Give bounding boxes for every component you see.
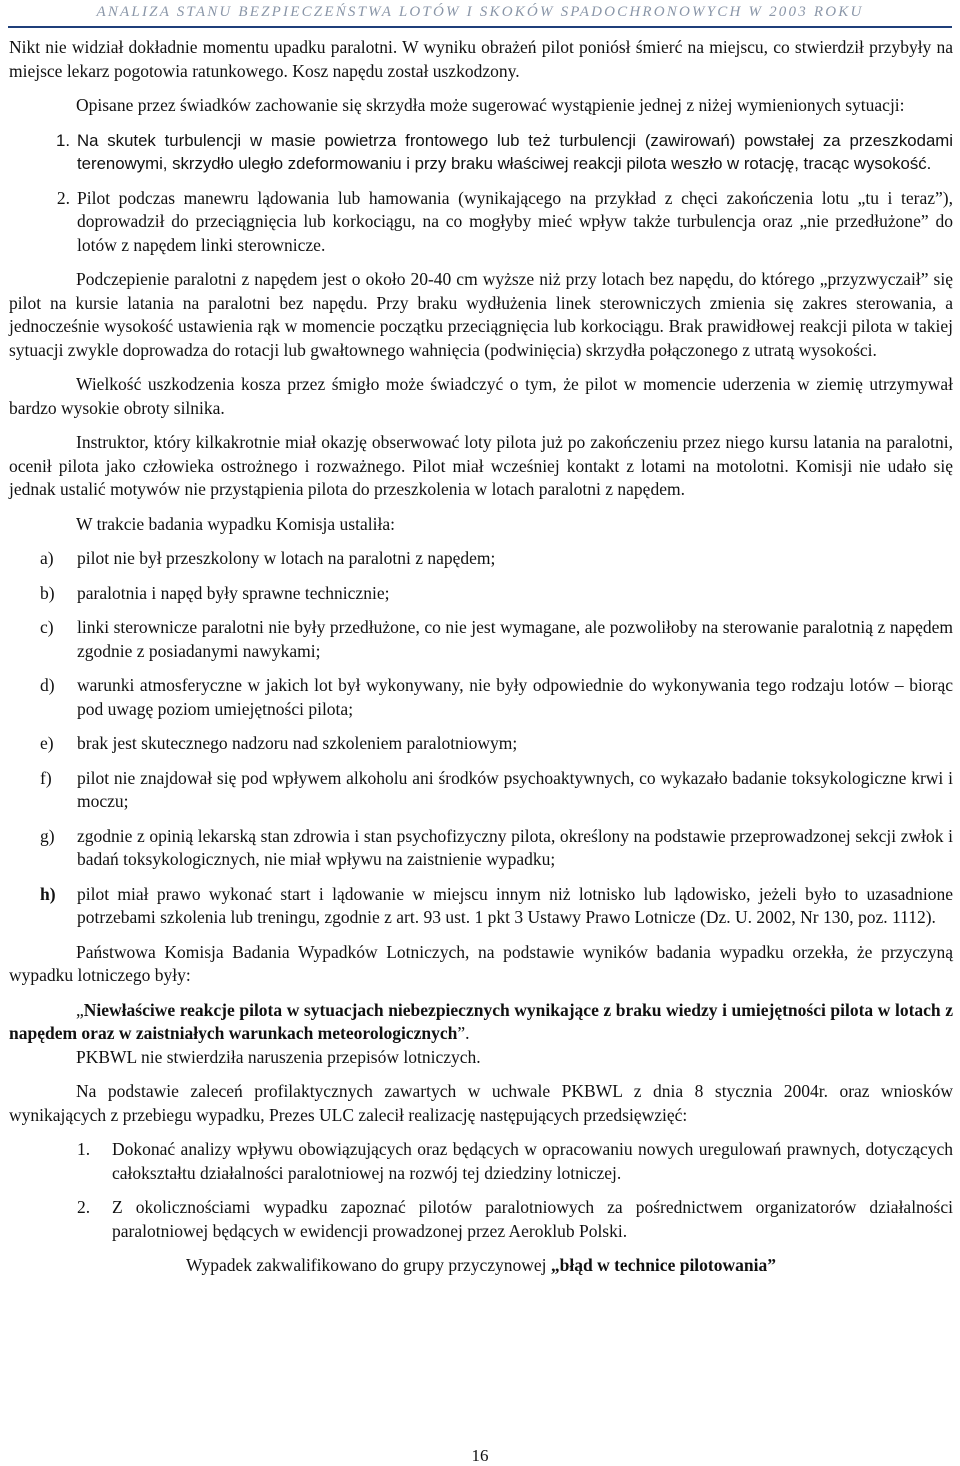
finding-item bbox=[9, 732, 953, 756]
page-content bbox=[9, 36, 953, 1289]
paragraph-basket-damage: Wielkość uszkodzenia kosza przez śmigło może świadczyć o tym, że pilot w momencie uderzenia w ziemię utrzymywał bardzo wysokie obroty silnika. bbox=[9, 374, 953, 418]
recommendation-item bbox=[9, 1138, 953, 1185]
situation-item bbox=[9, 187, 953, 258]
finding-text: linki sterownicze paralotni nie były przedłużone, co nie jest wymagane, ale pozwoliłoby na sterowanie paralotnią z napędem zgodnie z posiadanymi nawykami; bbox=[77, 617, 953, 661]
finding-item bbox=[9, 674, 953, 721]
situation-number: 1. bbox=[56, 130, 70, 150]
recommendation-item bbox=[9, 1196, 953, 1243]
running-header: ANALIZA STANU BEZPIECZEŃSTWA LOTÓW I SKOKÓW SPADOCHRONOWYCH W 2003 ROKU bbox=[96, 4, 864, 20]
situation-item bbox=[9, 129, 953, 176]
finding-text: pilot nie znajdował się pod wpływem alkoholu ani środków psychoaktywnych, co wykazało badanie toksykologiczne krwi i moczu; bbox=[77, 767, 953, 811]
header-rule bbox=[8, 26, 952, 28]
recommendation-number: 1. bbox=[77, 1139, 91, 1159]
cause-text: Niewłaściwe reakcje pilota w sytuacjach niebezpiecznych wynikające z braku wiedzy i umiejętności pilota w lotach z napędem oraz w zaistniałych warunkach meteorologicznych bbox=[9, 999, 953, 1043]
paragraph-recommendations-intro: Na podstawie zaleceń profilaktycznych zawartych w uchwale PKBWL z dnia 8 stycznia 2004r. oraz wniosków wynikających z przebiegu wypadku, Prezes ULC zalecił realizację następujących przedsięwzięć: bbox=[9, 1081, 953, 1125]
finding-letter: e) bbox=[40, 733, 54, 753]
finding-item bbox=[9, 547, 953, 571]
finding-item bbox=[9, 825, 953, 872]
situation-text: Pilot podczas manewru lądowania lub hamowania (wynikającego na przykład z chęci zakończenia lotu „tu i teraz”), doprowadził do przeciągnięcia lub korkociągu, na co mogłyby mieć wpływ także turbulencja oraz „nie przedłużone” do lotów z napędem linki sterownicze. bbox=[77, 187, 953, 255]
finding-letter: h) bbox=[40, 883, 56, 904]
finding-item bbox=[9, 883, 953, 930]
finding-item bbox=[9, 767, 953, 814]
paragraph-accident-description: Nikt nie widział dokładnie momentu upadku paralotni. W wyniku obrażeń pilot poniósł śmierć na miejscu, co stwierdził przybyły na miejsce lekarz pogotowia ratunkowego. Kosz napędu został uszkodzony. bbox=[9, 37, 953, 81]
paragraph-no-violation: PKBWL nie stwierdziła naruszenia przepisów lotniczych. bbox=[76, 1046, 481, 1067]
finding-letter: f) bbox=[40, 767, 52, 788]
finding-text: warunki atmosferyczne w jakich lot był wykonywany, nie były odpowiednie do wykonywania tego rodzaju lotów – biorąc pod uwagę poziom umiejętności pilota; bbox=[77, 675, 953, 719]
recommendation-number: 2. bbox=[77, 1197, 91, 1217]
cause-close-quote: ”. bbox=[457, 1023, 470, 1043]
recommendation-text: Dokonać analizy wpływu obowiązujących oraz będących w opracowaniu nowych uregulowań prawnych, dotyczących całokształtu działalności paralotniowej na rozwój tej dziedziny lotniczej. bbox=[112, 1139, 953, 1183]
finding-letter: g) bbox=[40, 825, 55, 846]
finding-text: zgodnie z opinią lekarską stan zdrowia i stan psychofizyczny pilota, określony na podstawie przeprowadzonej sekcji zwłok i badań toksykologicznych, nie miał wpływu na zaistnienie wypadku; bbox=[77, 825, 953, 869]
finding-text: paralotnia i napęd były sprawne technicznie; bbox=[77, 582, 390, 603]
paragraph-instructor: Instruktor, który kilkakrotnie miał okazję obserwować loty pilota już po zakończeniu przez niego kursu latania na paralotni, ocenił pilota jako człowieka ostrożnego i rozważnego. Pilot miał wcześniej kontakt z lotami na motolotni. Komisji nie udało się jednak ustalić motywów nie przystąpienia pilota do przeszkolenia w lotach paralotni z napędem. bbox=[9, 432, 953, 499]
finding-letter: b) bbox=[40, 582, 55, 603]
accident-cause bbox=[9, 999, 953, 1046]
situation-number: 2. bbox=[56, 187, 70, 208]
finding-item bbox=[9, 616, 953, 663]
finding-item bbox=[9, 582, 953, 606]
situation-text: Na skutek turbulencji w masie powietrza frontowego lub też turbulencji (zawirowań) powstałej za przeszkodami terenowymi, skrzydło uległo zdeformowaniu i przy braku właściwej reakcji pilota weszło w rotację, tracąc wysokość. bbox=[77, 130, 953, 173]
finding-text: pilot nie był przeszkolony w lotach na paralotni z napędem; bbox=[77, 548, 496, 568]
finding-text: pilot miał prawo wykonać start i lądowanie w miejscu innym niż lotnisko lub lądowisko, jeżeli było to uzasadnione potrzebami szkolenia lub treningu, zgodnie z art. 93 ust. 1 pkt 3 Ustawy Prawo Lotnicze (Dz. U. 2002, Nr 130, poz. 1112). bbox=[77, 883, 953, 927]
recommendation-text: Z okolicznościami wypadku zapoznać pilotów paralotniowych za pośrednictwem organizatorów działalności paralotniowej będących w ewidencji prowadzonej przez Aeroklub Polski. bbox=[112, 1197, 953, 1241]
paragraph-harness-height: Podczepienie paralotni z napędem jest o około 20-40 cm wyższe niż przy lotach bez napędu, do którego „przyzwyczaił” się pilot na kursie latania na paralotni bez napędu. Przy braku wydłużenia linek sterowniczych zmienia się zakres sterowania, a jednocześnie wysokość ustawienia rąk w momencie początku przeciągnięcia lub korkociągu. Brak prawidłowej reakcji pilota w takiej sytuacji zwykle doprowadza do rotacji lub gwałtownego wahnięcia (podwinięcia) skrzydła połączonego z utratą wysokości. bbox=[9, 269, 953, 360]
paragraph-commission-verdict: Państwowa Komisja Badania Wypadków Lotniczych, na podstawie wyników badania wypadku orzekła, że przyczyną wypadku lotniczego były: bbox=[9, 941, 953, 985]
paragraph-findings-intro: W trakcie badania wypadku Komisja ustaliła: bbox=[76, 513, 395, 534]
classification-line bbox=[9, 1254, 953, 1278]
finding-letter: c) bbox=[40, 617, 54, 637]
classification-group: „błąd w technice pilotowania” bbox=[550, 1255, 776, 1275]
page-number: 16 bbox=[471, 1446, 489, 1465]
cause-open-quote: „ bbox=[76, 999, 84, 1020]
finding-letter: a) bbox=[40, 548, 54, 568]
finding-text: brak jest skutecznego nadzoru nad szkoleniem paralotniowym; bbox=[77, 733, 518, 753]
classification-prefix: Wypadek zakwalifikowano do grupy przyczynowej bbox=[186, 1255, 551, 1275]
finding-letter: d) bbox=[40, 675, 55, 695]
paragraph-wing-behaviour: Opisane przez świadków zachowanie się skrzydła może sugerować wystąpienie jednej z niżej wymienionych sytuacji: bbox=[76, 95, 905, 115]
